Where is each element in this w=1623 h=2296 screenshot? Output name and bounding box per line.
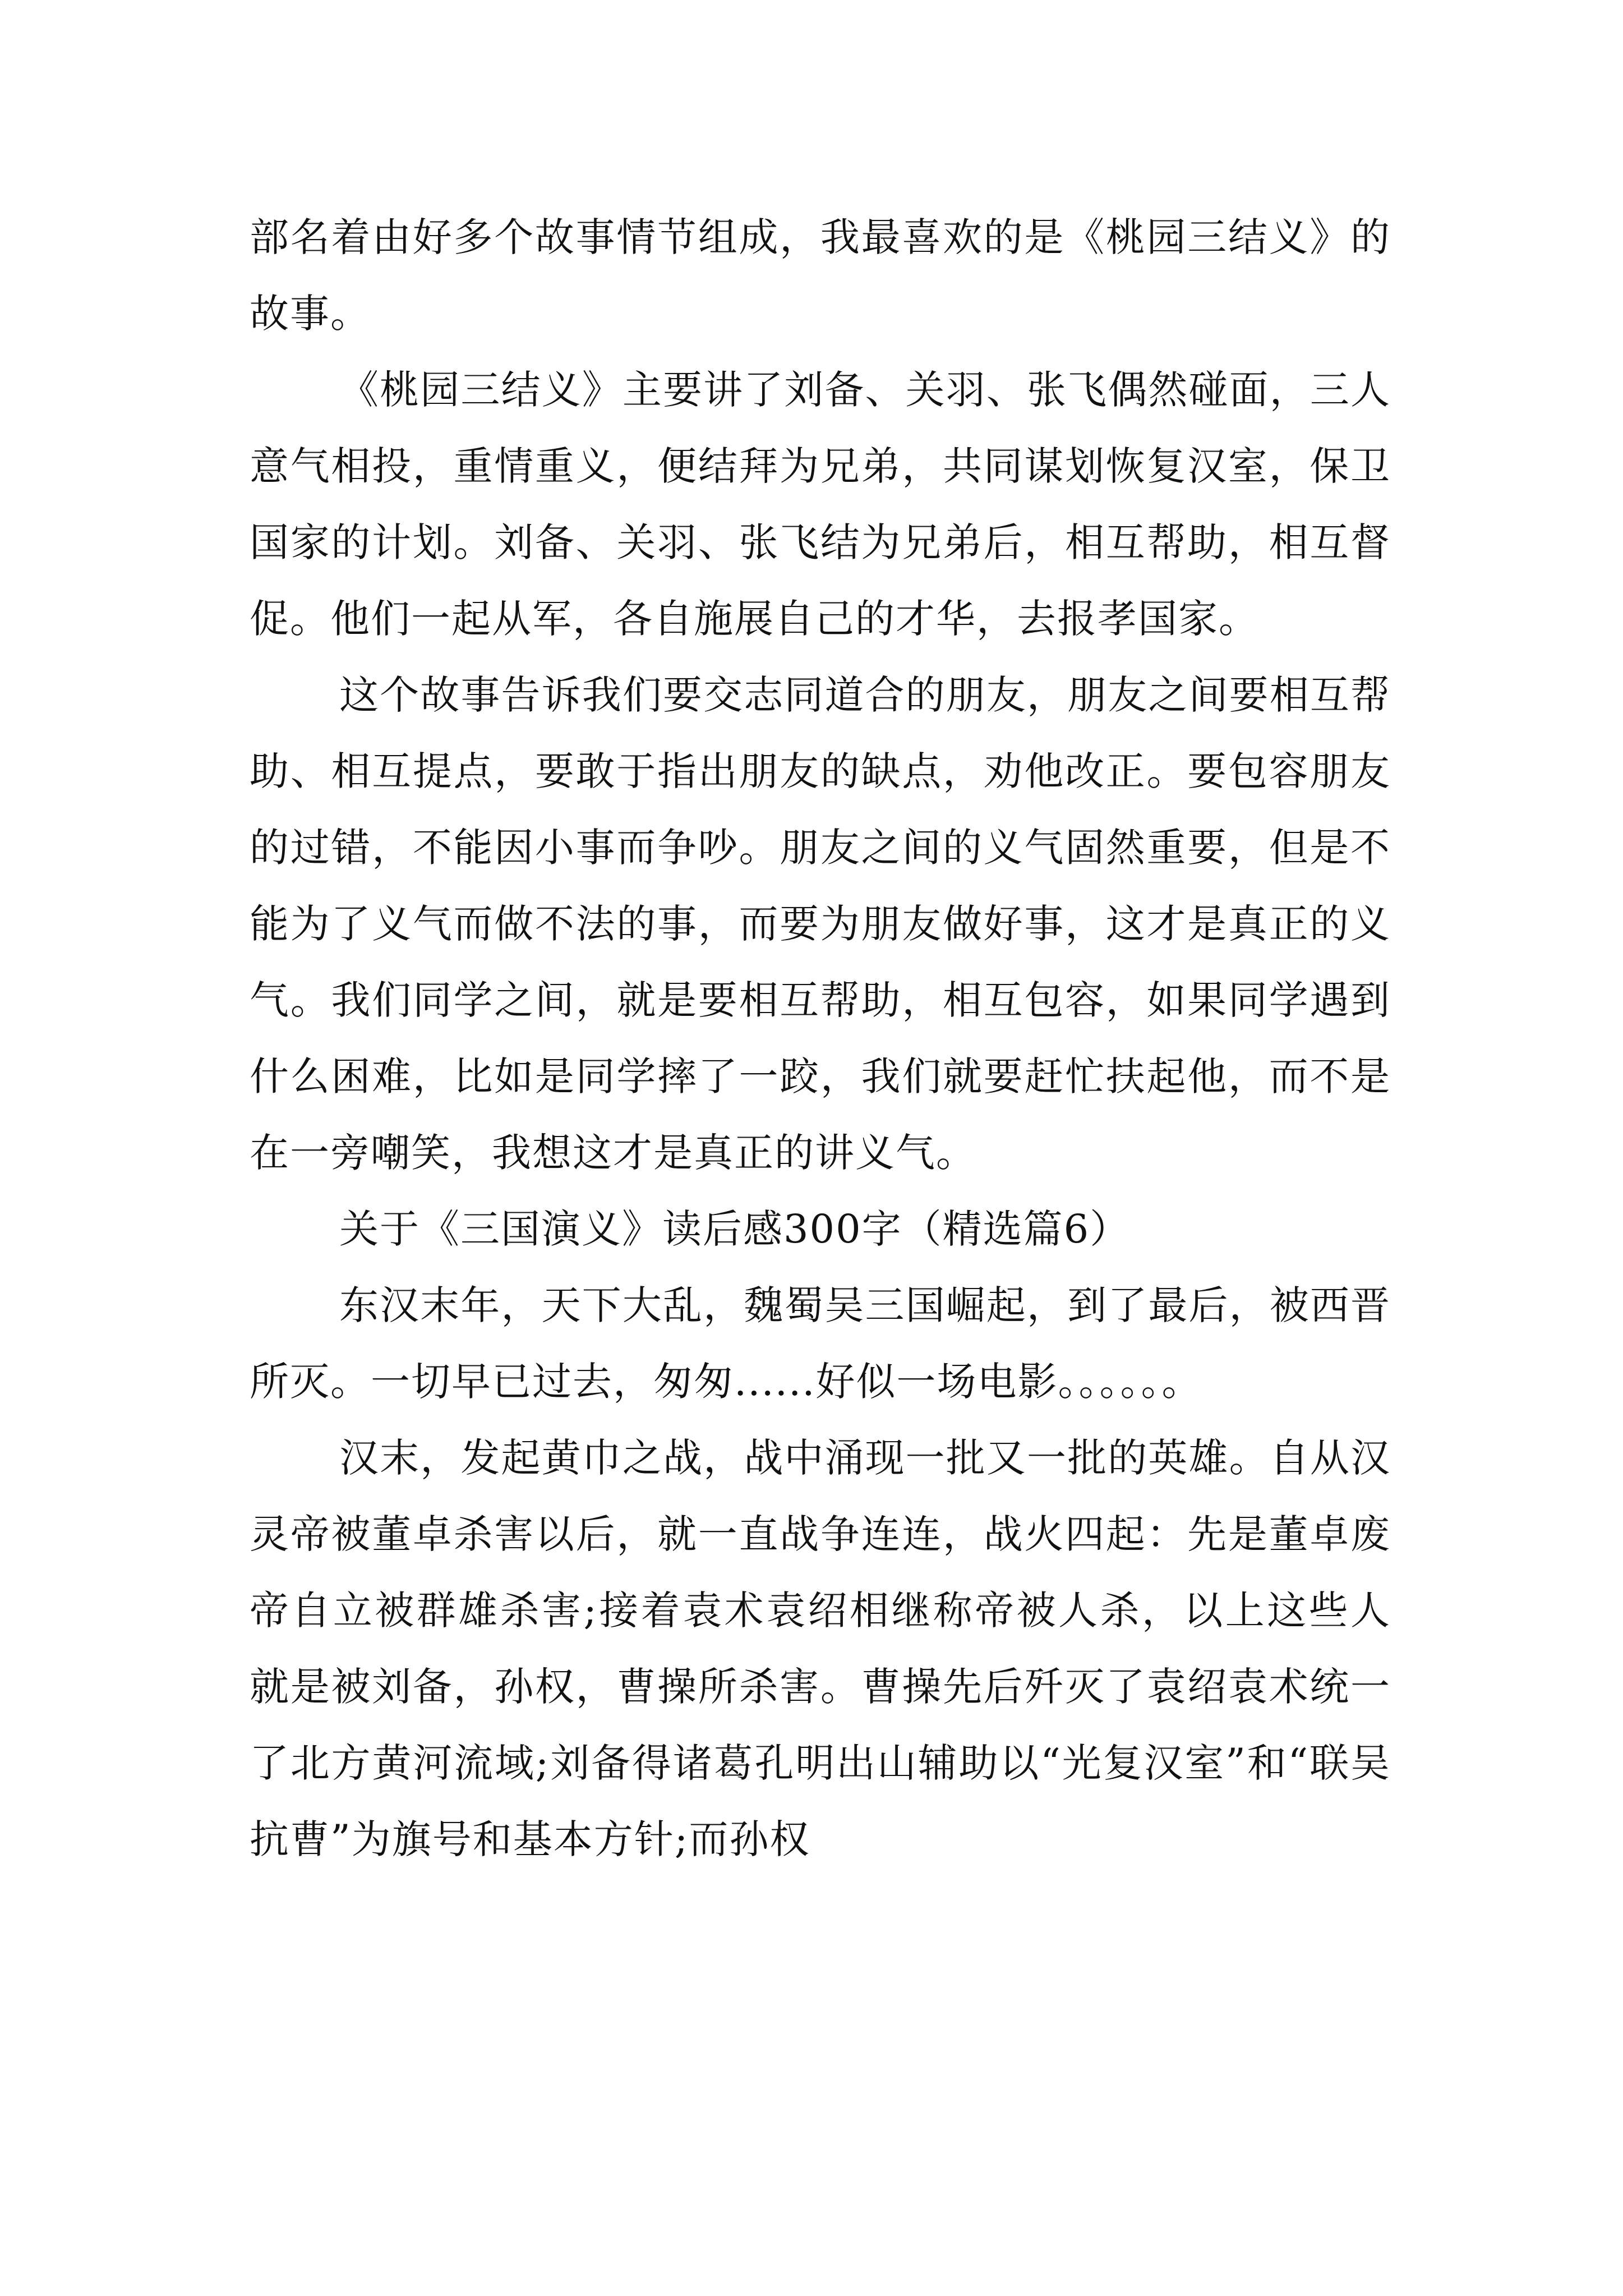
paragraph-5: 东汉末年，天下大乱，魏蜀吴三国崛起，到了最后，被西晋所灭。一切早已过去，匆匆......好似一场电影。。。。。。 — [250, 1282, 1391, 1405]
paragraph-2: 《桃园三结义》主要讲了刘备、关羽、张飞偶然碰面，三人意气相投，重情重义，便结拜为兄弟，共同谋划恢复汉室，保卫国家的计划。刘备、关羽、张飞结为兄弟后，相互帮助，相互督促。他们一起从军，各自施展自己的才华，去报孝国家。 — [250, 367, 1391, 642]
paragraph-3: 这个故事告诉我们要交志同道合的朋友，朋友之间要相互帮助、相互提点，要敢于指出朋友的缺点，劝他改正。要包容朋友的过错，不能因小事而争吵。朋友之间的义气固然重要，但是不能为了义气而做不法的事，而要为朋友做好事，这才是真正的义气。我们同学之间，就是要相互帮助，相互包容，如果同学遇到什么困难，比如是同学摔了一跤，我们就要赶忙扶起他，而不是在一旁嘲笑，我想这才是真正的讲义气。 — [250, 672, 1391, 1176]
paragraph-1: 部名着由好多个故事情节组成，我最喜欢的是《桃园三结义》的故事。 — [250, 214, 1391, 337]
document-body — [250, 199, 1391, 1878]
paragraph-6: 汉末，发起黄巾之战，战中涌现一批又一批的英雄。自从汉灵帝被董卓杀害以后，就一直战争连连，战火四起：先是董卓废帝自立被群雄杀害;接着袁术袁绍相继称帝被人杀，以上这些人就是被刘备，孙权，曹操所杀害。曹操先后歼灭了袁绍袁术统一了北方黄河流域;刘备得诸葛孔明出山辅助以“光复汉室”和“联吴抗曹”为旗号和基本方针;而孙权 — [250, 1435, 1391, 1862]
section-heading: 关于《三国演义》读后感300字（精选篇6） — [339, 1206, 1131, 1252]
